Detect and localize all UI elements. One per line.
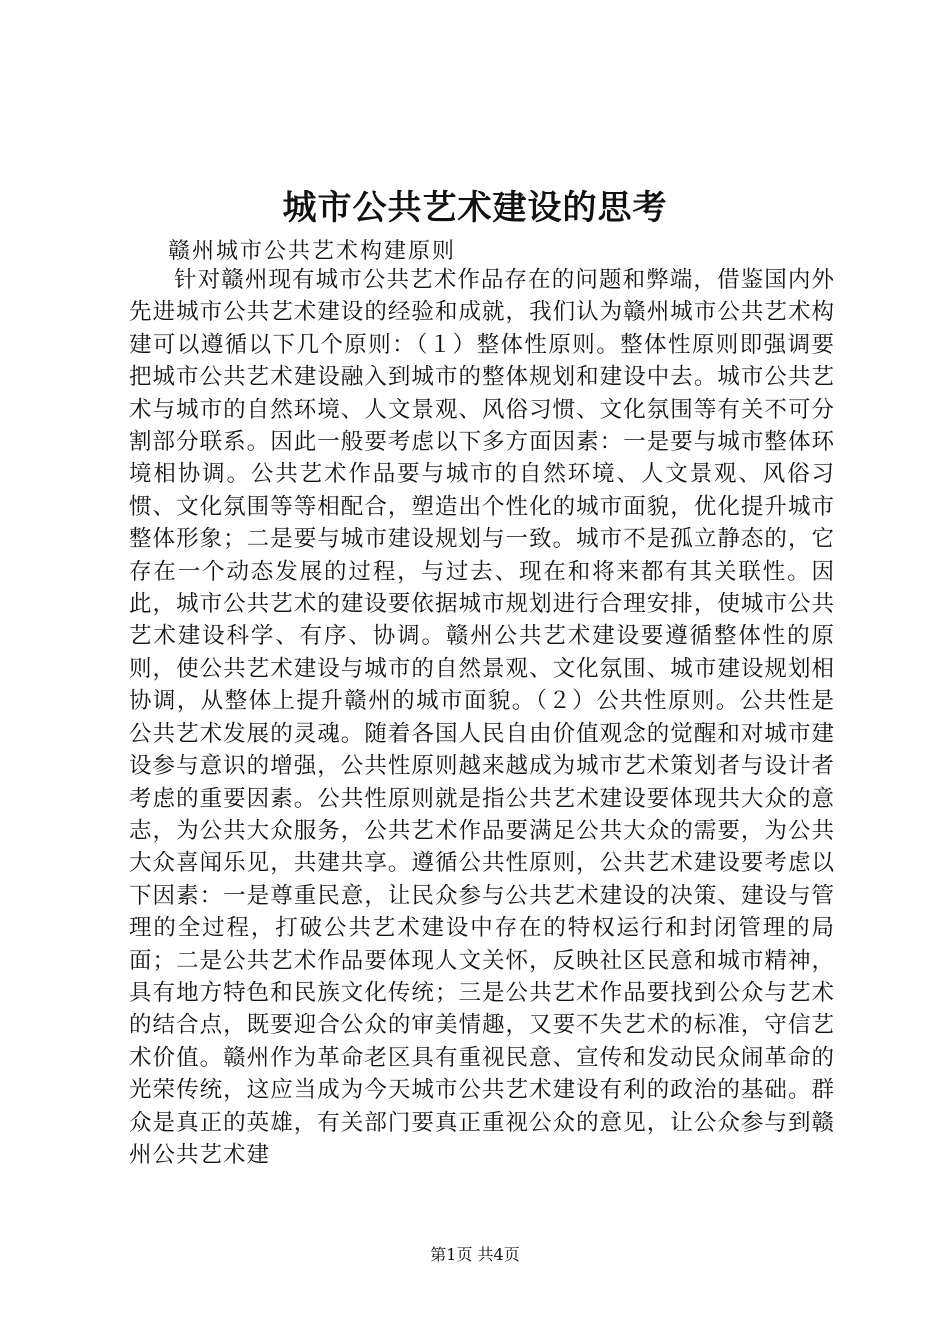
document-title: 城市公共艺术建设的思考 [282, 188, 668, 228]
body-paragraph: 针对赣州现有城市公共艺术作品存在的问题和弊端，借鉴国内外先进城市公共艺术建设的经验和成就，我们认为赣州城市公共艺术构建可以遵循以下几个原则：（１）整体性原则。整体性原则即强调要把城市公共艺术建设融入到城市的整体规划和建设中去。城市公共艺术与城市的自然环境、人文景观、风俗习惯、文化氛围等有关不可分割部分联系。因此一般要考虑以下多方面因素：一是要与城市整体环境相协调。公共艺术作品要与城市的自然环境、人文景观、风俗习惯、文化氛围等等相配合，塑造出个性化的城市面貌，优化提升城市整体形象；二是要与城市建设规划与一致。城市不是孤立静态的，它存在一个动态发展的过程，与过去、现在和将来都有其关联性。因此，城市公共艺术的建设要依据城市规划进行合理安排，使城市公共艺术建设科学、有序、协调。赣州公共艺术建设要遵循整体性的原则，使公共艺术建设与城市的自然景观、文化氛围、城市建设规划相协调，从整体上提升赣州的城市面貌。（２）公共性原则。公共性是公共艺术发展的灵魂。随着各国人民自由价值观念的觉醒和对城市建设参与意识的增强，公共性原则越来越成为城市艺术策划者与设计者考虑的重要因素。公共性原则就是指公共艺术建设要体现共大众的意志，为公共大众服务，公共艺术作品要满足公共大众的需要，为公共大众喜闻乐见，共建共享。遵循公共性原则，公共艺术建设要考虑以下因素：一是尊重民意，让民众参与公共艺术建设的决策、建设与管理的全过程，打破公共艺术建设中存在的特权运行和封闭管理的局面；二是公共艺术作品要体现人文关怀，反映社区民意和城市精神，具有地方特色和民族文化传统；三是公共艺术作品要找到公众与艺术的结合点，既要迎合公众的审美情趣，又要不失艺术的标准，守信艺术价值。赣州作为革命老区具有重视民意、宣传和发动民众闹革命的光荣传统，这应当成为今天城市公共艺术建设有利的政治的基础。群众是真正的英雄，有关部门要真正重视公众的意见，让公众参与到赣州公共艺术建 [129, 267, 835, 1168]
section-heading: 赣州城市公共艺术构建原则 [168, 239, 457, 264]
page-number: 第1页 共4页 [430, 1245, 520, 1264]
